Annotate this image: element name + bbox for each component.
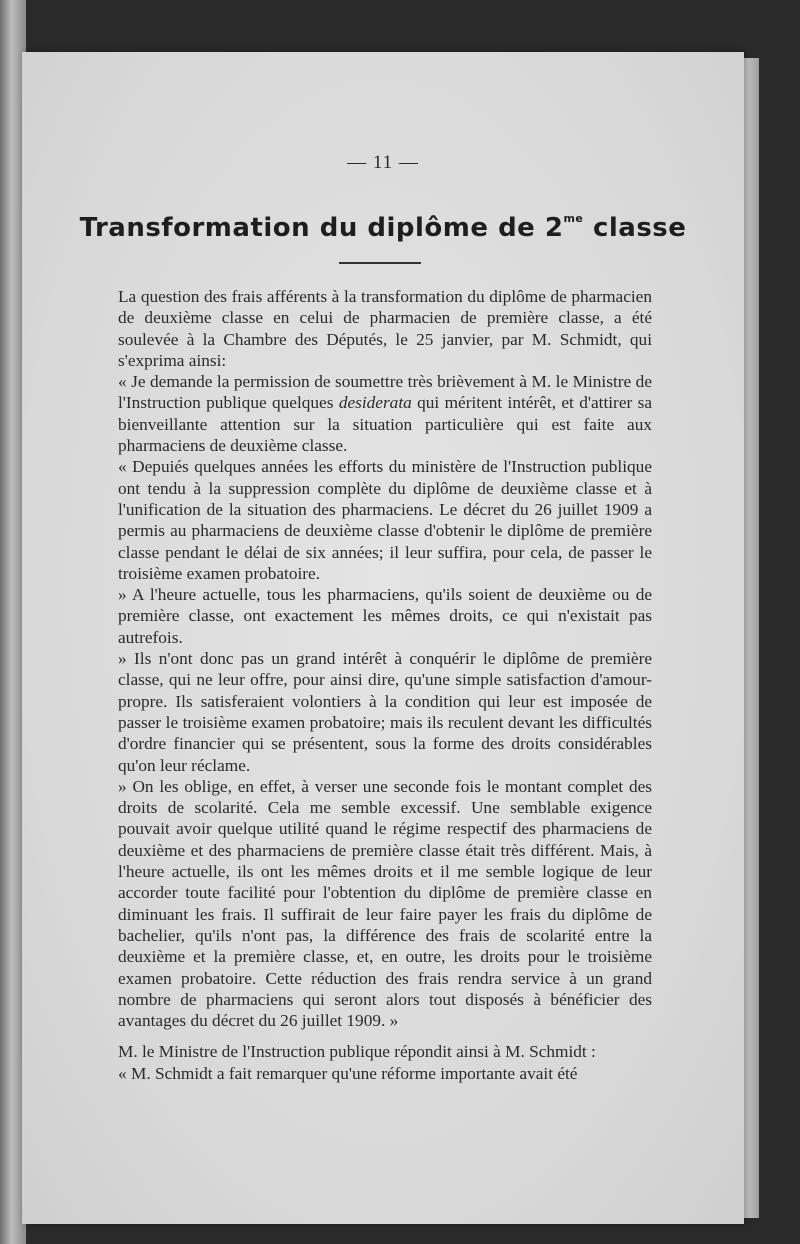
emphasis-desiderata: desiderata xyxy=(338,393,412,413)
title-divider xyxy=(339,262,421,264)
page-number: — 11 — xyxy=(347,152,419,173)
section-title-end: classe xyxy=(583,213,687,243)
paragraph: La question des frais afférents à la transformation du diplôme de pharmacien de deuxième classe en celui de pharmacien de première classe, a été soulevée à la Chambre des Députés, le 25 janvier, par M. Schmidt, qui s'exprima ainsi: xyxy=(118,287,652,370)
paragraph-quote-desiderata: « Je demande la permission de soumettre très brièvement à M. le Ministre de l'Instruction publique quelques desiderata qui méritent intérêt, et d'attirer sa bienveillante attention sur la situation particulière qui est faite aux pharmaciens de deuxième classe. xyxy=(118,372,653,456)
paragraph: M. le Ministre de l'Instruction publique répondit ainsi à M. Schmidt : xyxy=(118,1042,596,1062)
paragraph: » On les oblige, en effet, à verser une seconde fois le montant complet des droits de scolarité. Cela me semble excessif. Une semblable exigence pouvait avoir quelque utilité quand le régime respectif des pharmaciens de deuxième et des pharmaciens de première classe était très différent. Mais, à l'heure actuelle, ils ont les mêmes droits et il me semble logique de leur accorder toute facilité pour l'obtention du diplôme de première classe en diminuant les frais. Il suffirait de leur faire payer les frais du diplôme de bachelier, qu'ils n'ont pas, la différence des frais de scolarité entre la deuxième et la première classe, et, en outre, les droits pour le troisième examen probatoire. Cette réduction des frais rendra service à un grand nombre de pharmaciens qui seront alors tout disposés à bénéficier des avantages du décret du 26 juillet 1909. » xyxy=(118,776,652,1031)
section-title xyxy=(22,212,744,243)
body-text xyxy=(118,286,652,1084)
section-title-main: Transformation du diplôme de 2 xyxy=(79,213,564,243)
paragraph: « Depuiés quelques années les efforts du ministère de l'Instruction publique ont tendu à la suppression complète du diplôme de deuxième classe et à l'unification de la situation des pharmaciens. Le décret du 26 juillet 1909 a permis au pharmaciens de deuxième classe d'obtenir le diplôme de première classe pendant le délai de six années; il leur suffira, pour cela, de passer le troisième examen probatoire. xyxy=(118,457,652,583)
section-title-superscript: me xyxy=(563,212,584,225)
paragraph: « M. Schmidt a fait remarquer qu'une réforme importante avait été xyxy=(118,1063,578,1083)
paragraph: » A l'heure actuelle, tous les pharmaciens, qu'ils soient de deuxième ou de première classe, ont exactement les mêmes droits, ce qui n'existait pas autrefois. xyxy=(118,585,652,647)
book-page xyxy=(22,52,744,1224)
paragraph: » Ils n'ont donc pas un grand intérêt à conquérir le diplôme de première classe, qui ne leur offre, pour ainsi dire, qu'une simple satisfaction d'amour-propre. Ils satisferaient volontiers à la condition qui leur est imposée de passer le troisième examen probatoire; mais ils reculent devant les difficultés d'ordre financier qui se présentent, sous la forme des droits considérables qu'on leur réclame. xyxy=(118,649,652,775)
